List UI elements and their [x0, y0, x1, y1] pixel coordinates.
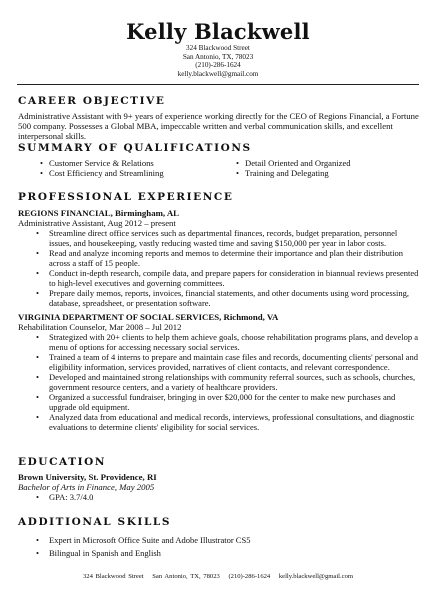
job-bullet: • Trained a team of 4 interns to prepare and maintain case files and records, documenting clients' personal and eligibility information, services provided, narratives of client contacts, and relevant correspondence.: [36, 352, 420, 372]
career-objective-text: Administrative Assistant with 9+ years of experience working directly for the CEO of Regions Financial, a Fortune 500 company. Possesses a Global MBA, impeccable written and verbal communication skills, and excellent interpersonal skills.: [18, 111, 419, 141]
footer-phone: (210)-286-1624: [228, 573, 271, 580]
job-company: REGIONS FINANCIAL, Birmingham, AL: [18, 208, 180, 218]
job-bullet: • Conduct in-depth research, compile data, and prepare papers for consideration in biannual reviews presented to high-level executives and governing committees.: [36, 268, 420, 288]
skill-bullet: • Bilingual in Spanish and English: [36, 548, 420, 558]
education-bullets: [18, 492, 420, 502]
qualifications-section: [18, 142, 420, 155]
section-title-skills: ADDITIONAL SKILLS: [18, 516, 172, 528]
job-bullets: [18, 332, 420, 432]
education-bullet: • GPA: 3.7/4.0: [36, 492, 420, 502]
section-title-experience: PROFESSIONAL EXPERIENCE: [18, 191, 234, 203]
section-title-qualifications: SUMMARY OF QUALIFICATIONS: [18, 142, 252, 154]
footer-city: San Antonio, TX, 78023: [152, 573, 220, 580]
section-title-career-objective: CAREER OBJECTIVE: [18, 95, 166, 107]
job-bullet: • Analyzed data from educational and medical records, interviews, professional consultations, and diagnostic evaluations to determine clients' eligibility for social services.: [36, 412, 420, 432]
skill-bullet: • Expert in Microsoft Office Suite and Adobe Illustrator CS5: [36, 535, 420, 545]
job-bullet: • Strategized with 20+ clients to help them achieve goals, choose rehabilitation programs plans, and develop a menu of options for accessing necessary social services.: [36, 332, 420, 352]
footer-street: 324 Blackwood Street: [82, 573, 144, 580]
education-section: [18, 456, 420, 502]
skills-section: [18, 516, 420, 558]
qualifications-right-list: [236, 158, 351, 178]
education-school: Brown University, St. Providence, RI: [18, 472, 157, 482]
contact-phone: (210)-286-1624: [195, 61, 241, 70]
job-company: VIRGINIA DEPARTMENT OF SOCIAL SERVICES, Richmond, VA: [18, 312, 279, 322]
education-degree: Bachelor of Arts in Finance, May 2005: [18, 482, 155, 492]
career-objective-section: [18, 95, 420, 141]
job-entry: [18, 312, 420, 432]
job-bullet: • Streamline direct office services such as departmental finances, records, budget preparation, personnel issues, and housekeeping, vastly reducing wasted time and saving $150,000 per year in labor costs.: [36, 228, 420, 248]
resume-header: [0, 0, 436, 78]
skills-bullets: [18, 535, 420, 558]
qualification-item: • Detail Oriented and Organized: [236, 158, 351, 168]
job-bullets: [18, 228, 420, 308]
contact-street: 324 Blackwood Street: [186, 44, 250, 52]
contact-city: San Antonio, TX, 78023: [182, 52, 254, 61]
job-entry: [18, 208, 420, 308]
section-title-education: EDUCATION: [18, 456, 107, 468]
qualification-item: • Cost Efficiency and Streamlining: [40, 168, 164, 178]
qualification-item: • Customer Service & Relations: [40, 158, 164, 168]
qualifications-left-list: [40, 158, 164, 178]
job-role: Rehabilitation Counselor, Mar 2008 – Jul 2012: [18, 322, 182, 332]
footer-contact: [0, 573, 436, 581]
job-bullet: • Organized a successful fundraiser, bringing in over $20,000 for the center to make new purchases and upgrade old equipment.: [36, 392, 420, 412]
job-bullet: • Developed and maintained strong relationships with community referral sources, such as schools, churches, government resource centers, and a variety of healthcare providers.: [36, 372, 420, 392]
job-bullet: • Prepare daily memos, reports, invoices, financial statements, and other documents using word processing, database, spreadsheet, or presentation software.: [36, 288, 420, 308]
job-bullet: • Read and analyze incoming reports and memos to determine their importance and plan their distribution across a staff of 15 people.: [36, 248, 420, 268]
contact-email[interactable]: kelly.blackwell@gmail.com: [177, 69, 259, 78]
qualification-item: • Training and Delegating: [236, 168, 351, 178]
candidate-name: Kelly Blackwell: [126, 19, 310, 44]
header-divider: [17, 84, 419, 85]
job-role: Administrative Assistant, Aug 2012 – present: [18, 218, 176, 228]
footer-email[interactable]: kelly.blackwell@gmail.com: [278, 573, 353, 580]
experience-section: [18, 191, 420, 432]
